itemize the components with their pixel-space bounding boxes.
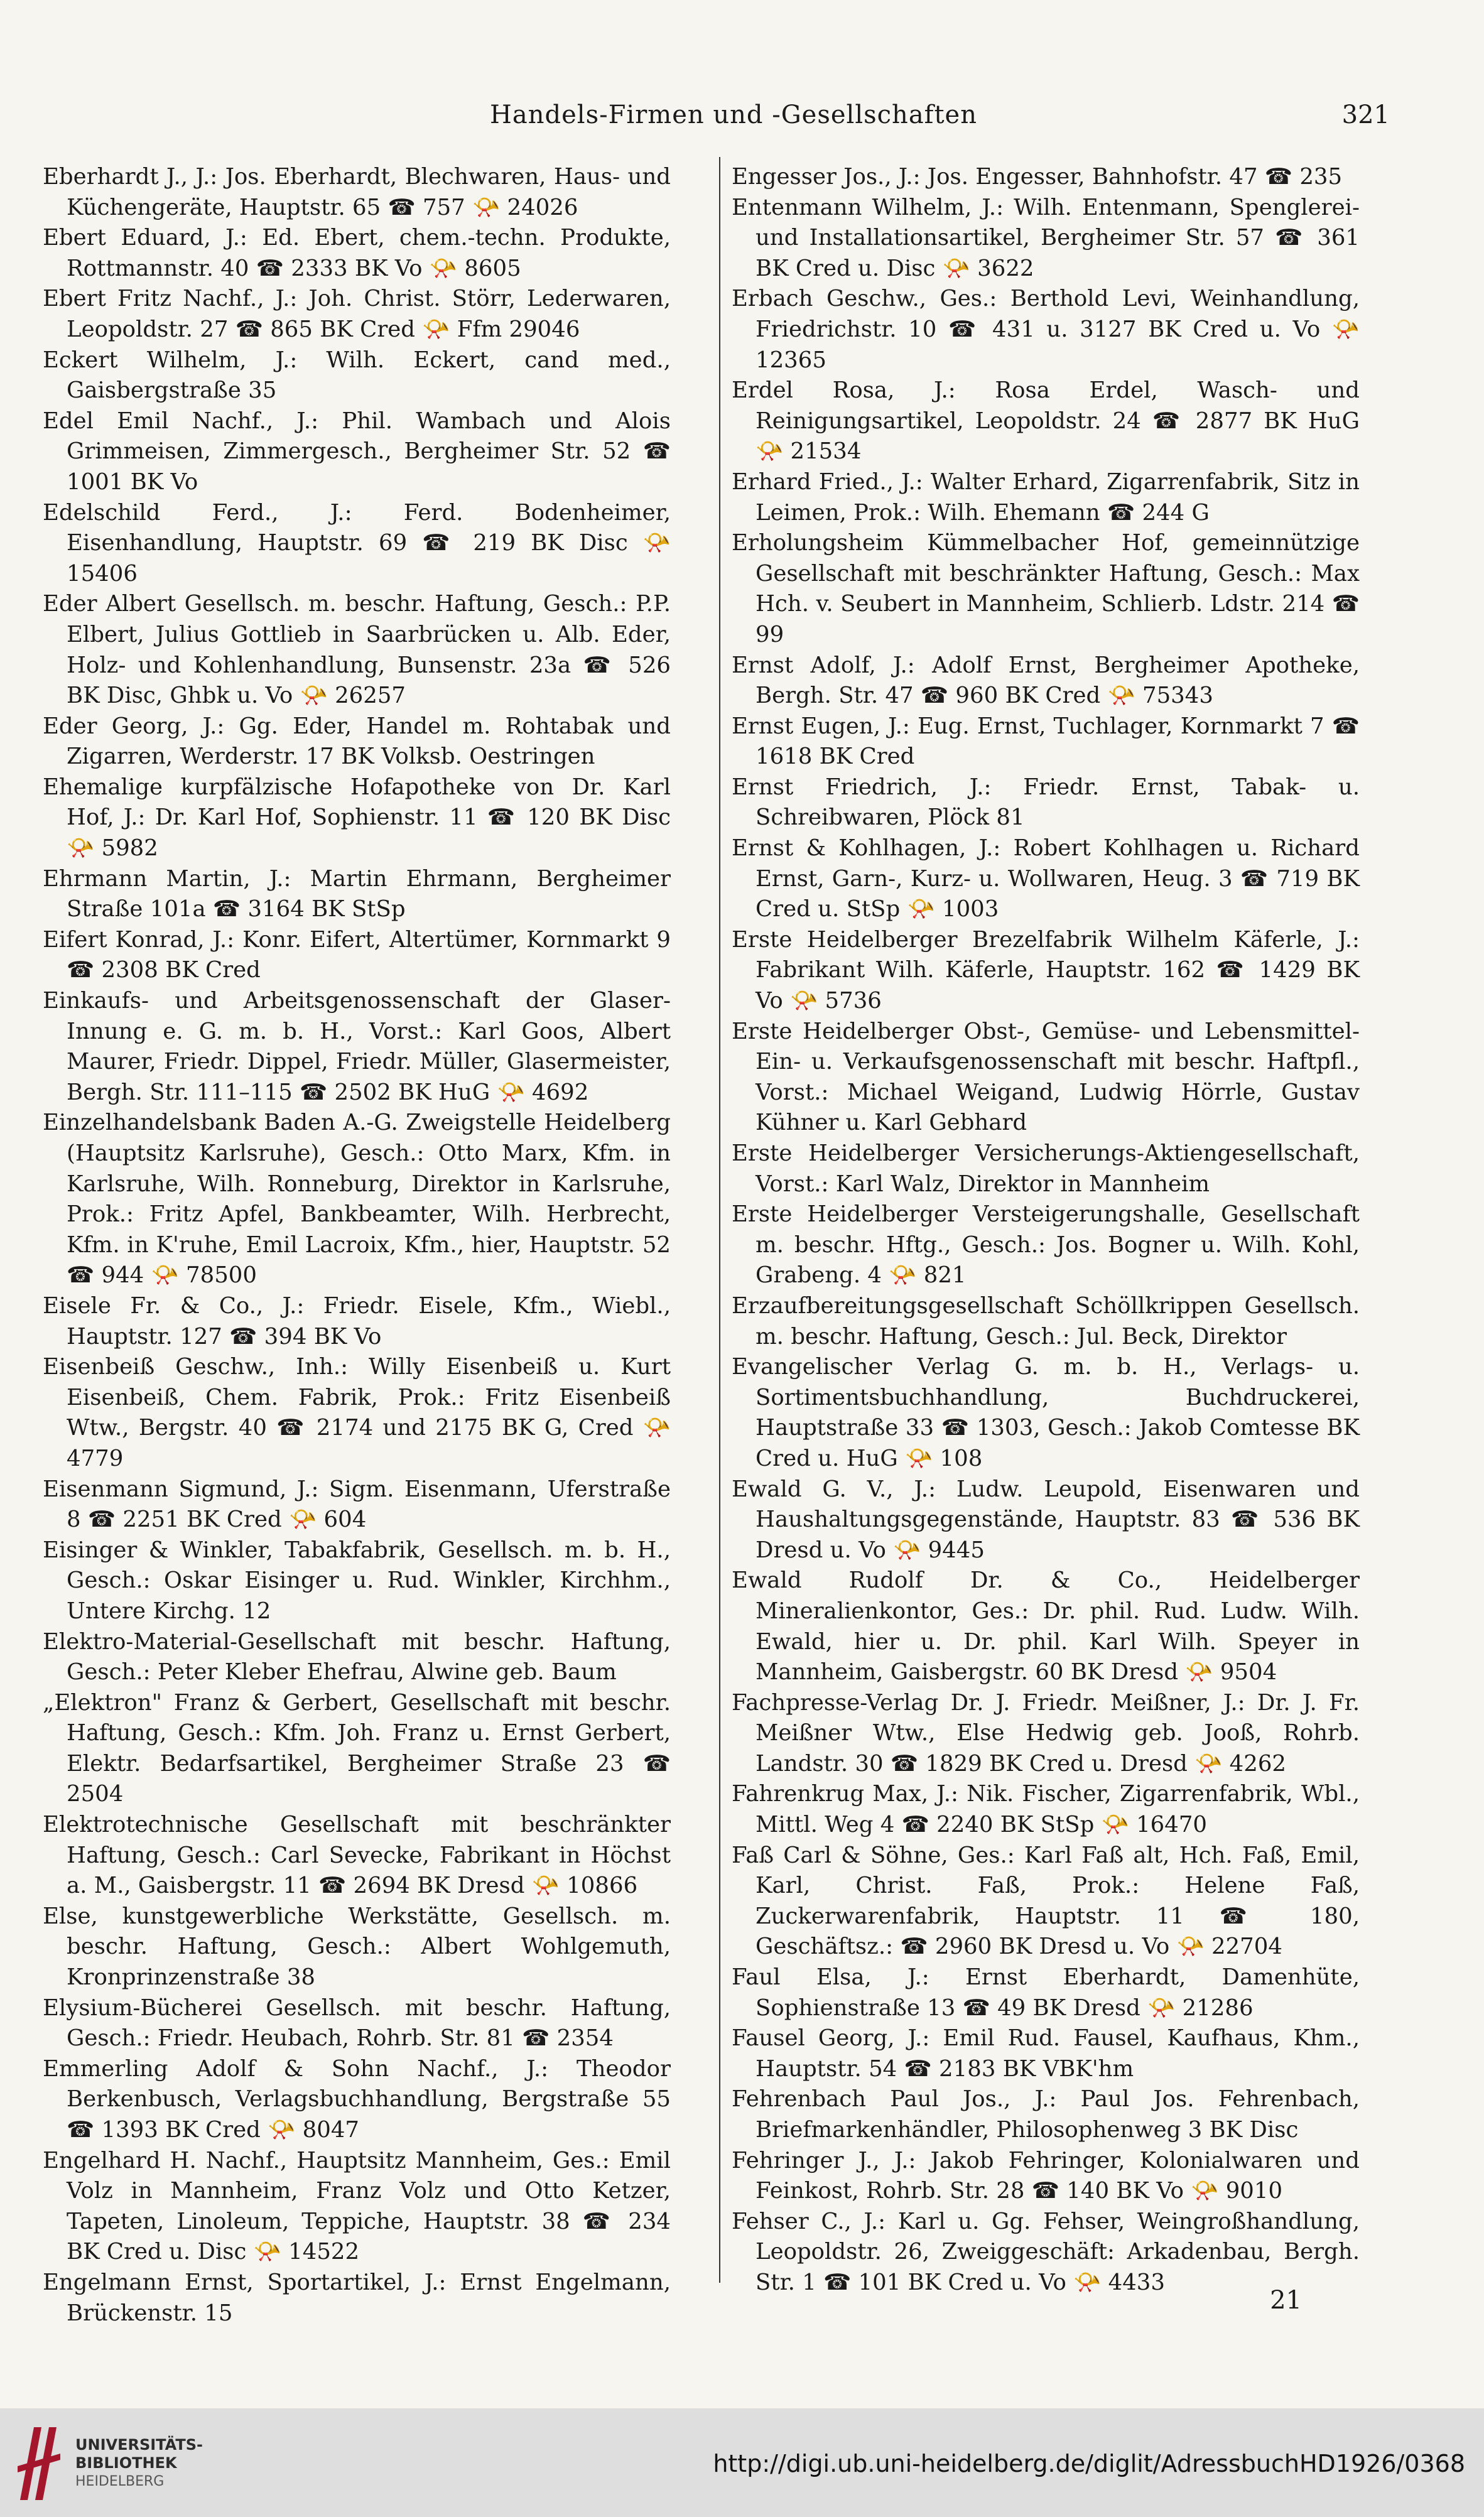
source-url-link[interactable]: http://digi.ub.uni-heidelberg.de/diglit/AdressbuchHD1926/0368 bbox=[713, 2450, 1465, 2477]
running-head: Handels-Firmen und -Gesellschaften bbox=[490, 100, 977, 129]
directory-entry: Edelschild Ferd., J.: Ferd. Bodenheimer, Eisenhandlung, Hauptstr. 69 ☎ 219 BK Disc 📯 15406 bbox=[43, 499, 671, 587]
directory-entry: Eisele Fr. & Co., J.: Friedr. Eisele, Kfm., Wiebl., Hauptstr. 127 ☎ 394 BK Vo bbox=[43, 1292, 671, 1350]
directory-entry: Engelmann Ernst, Sportartikel, J.: Ernst Engelmann, Brückenstr. 15 bbox=[43, 2269, 671, 2326]
directory-entry: Erhard Fried., J.: Walter Erhard, Zigarrenfabrik, Sitz in Leimen, Prok.: Wilh. Ehemann ☎ 244 G bbox=[732, 468, 1360, 526]
directory-entry: Emmerling Adolf & Sohn Nachf., J.: Theodor Berkenbusch, Verlagsbuchhandlung, Bergstraße 55 ☎ 1393 BK Cred 📯 8047 bbox=[43, 2055, 671, 2143]
directory-entry: „Elektron" Franz & Gerbert, Gesellschaft mit beschr. Haftung, Gesch.: Kfm. Joh. Franz u. Ernst Gerbert, Elektr. Bedarfsartikel, Bergheimer Straße 23 ☎ 2504 bbox=[43, 1689, 671, 1807]
directory-entry: Ernst Adolf, J.: Adolf Ernst, Bergheimer Apotheke, Bergh. Str. 47 ☎ 960 BK Cred 📯 75343 bbox=[732, 652, 1360, 709]
directory-entry: Fachpresse-Verlag Dr. J. Friedr. Meißner, J.: Dr. J. Fr. Meißner Wtw., Else Hedwig geb. Jooß, Rohrb. Landstr. 30 ☎ 1829 BK Cred u. Dresd 📯 4262 bbox=[732, 1689, 1360, 1777]
directory-entry: Ernst Eugen, J.: Eug. Ernst, Tuchlager, Kornmarkt 7 ☎ 1618 BK Cred bbox=[732, 713, 1360, 770]
logo-line-3: HEIDELBERG bbox=[75, 2474, 165, 2489]
directory-entry: Elektro-Material-Gesellschaft mit beschr. Haftung, Gesch.: Peter Kleber Ehefrau, Alwine geb. Baum bbox=[43, 1628, 671, 1686]
directory-entry: Erdel Rosa, J.: Rosa Erdel, Wasch- und Reinigungsartikel, Leopoldstr. 24 ☎ 2877 BK HuG 📯 21534 bbox=[732, 377, 1360, 465]
directory-entry: Faß Carl & Söhne, Ges.: Karl Faß alt, Hch. Faß, Emil, Karl, Christ. Faß, Prok.: Helene Faß, Zuckerwarenfabrik, Hauptstr. 11 ☎ 180, Geschäftsz.: ☎ 2960 BK Dresd u. Vo 📯 22704 bbox=[732, 1842, 1360, 1960]
directory-entry: Engesser Jos., J.: Jos. Engesser, Bahnhofstr. 47 ☎ 235 bbox=[732, 164, 1343, 190]
page-number: 321 bbox=[1341, 100, 1390, 129]
directory-entry: Erzaufbereitungsgesellschaft Schöllkrippen Gesellsch. m. beschr. Haftung, Gesch.: Jul. Beck, Direktor bbox=[732, 1292, 1360, 1350]
library-logo-text bbox=[75, 2436, 203, 2491]
directory-entry: Einzelhandelsbank Baden A.-G. Zweigstelle Heidelberg (Hauptsitz Karlsruhe), Gesch.: Otto Marx, Kfm. in Karlsruhe, Wilh. Ronneburg, Direktor in Karlsruhe, Prok.: Fritz Apfel, Bankbeamter, Wilh. Herbrecht, Kfm. in K'ruhe, Emil Lacroix, Kfm., hier, Hauptstr. 52 ☎ 944 📯 78500 bbox=[43, 1110, 671, 1289]
directory-entry: Edel Emil Nachf., J.: Phil. Wambach und Alois Grimmeisen, Zimmergesch., Bergheimer Str. 52 ☎ 1001 BK Vo bbox=[43, 408, 671, 495]
directory-entry: Ehemalige kurpfälzische Hofapotheke von Dr. Karl Hof, J.: Dr. Karl Hof, Sophienstr. 11 ☎ 120 BK Disc 📯 5982 bbox=[43, 774, 671, 862]
directory-entry: Eisinger & Winkler, Tabakfabrik, Gesellsch. m. b. H., Gesch.: Oskar Eisinger u. Rud. Winkler, Kirchhm., Untere Kirchg. 12 bbox=[43, 1537, 671, 1624]
directory-entry: Else, kunstgewerbliche Werkstätte, Gesellsch. m. beschr. Haftung, Gesch.: Albert Wohlgemuth, Kronprinzenstraße 38 bbox=[43, 1903, 671, 1991]
directory-entry: Evangelischer Verlag G. m. b. H., Verlags- u. Sortimentsbuchhandlung, Buchdruckerei, Hauptstraße 33 ☎ 1303, Gesch.: Jakob Comtesse BK Cred u. HuG 📯 108 bbox=[732, 1354, 1360, 1471]
directory-entry: Ernst Friedrich, J.: Friedr. Ernst, Tabak- u. Schreibwaren, Plöck 81 bbox=[732, 774, 1360, 831]
library-logo-icon bbox=[16, 2422, 62, 2504]
directory-entry: Eisenmann Sigmund, J.: Sigm. Eisenmann, Uferstraße 8 ☎ 2251 BK Cred 📯 604 bbox=[43, 1476, 671, 1533]
directory-entry: Erholungsheim Kümmelbacher Hof, gemeinnützige Gesellschaft mit beschränkter Haftung, Gesch.: Max Hch. v. Seubert in Mannheim, Schlierb. Ldstr. 214 ☎ 99 bbox=[732, 530, 1360, 647]
directory-entry: Ebert Fritz Nachf., J.: Joh. Christ. Störr, Lederwaren, Leopoldstr. 27 ☎ 865 BK Cred 📯 Ffm 29046 bbox=[43, 286, 671, 342]
directory-entry: Faul Elsa, J.: Ernst Eberhardt, Damenhüte, Sophienstraße 13 ☎ 49 BK Dresd 📯 21286 bbox=[732, 1964, 1360, 2021]
directory-entry: Fehser C., J.: Karl u. Gg. Fehser, Weingroßhandlung, Leopoldstr. 26, Zweiggeschäft: Arkadenbau, Bergh. Str. 1 ☎ 101 BK Cred u. Vo 📯 4433 bbox=[732, 2208, 1360, 2295]
logo-line-1: UNIVERSITÄTS- bbox=[75, 2436, 203, 2454]
directory-entry: Erste Heidelberger Versteigerungshalle, Gesellschaft m. beschr. Hftg., Gesch.: Jos. Bogner u. Wilh. Kohl, Grabeng. 4 📯 821 bbox=[732, 1201, 1360, 1289]
directory-entry: Fahrenkrug Max, J.: Nik. Fischer, Zigarrenfabrik, Wbl., Mittl. Weg 4 ☎ 2240 BK StSp 📯 16470 bbox=[732, 1781, 1360, 1838]
logo-line-2: BIBLIOTHEK bbox=[75, 2454, 177, 2472]
directory-entry: Ewald G. V., J.: Ludw. Leupold, Eisenwaren und Haushaltungsgegenstände, Hauptstr. 83 ☎ 536 BK Dresd u. Vo 📯 9445 bbox=[732, 1476, 1360, 1563]
column-divider bbox=[719, 157, 720, 2283]
directory-entry: Eberhardt J., J.: Jos. Eberhardt, Blechwaren, Haus- und Küchengeräte, Hauptstr. 65 ☎ 757 📯 24026 bbox=[43, 164, 671, 220]
directory-entry: Elysium-Bücherei Gesellsch. mit beschr. Haftung, Gesch.: Friedr. Heubach, Rohrb. Str. 81 ☎ 2354 bbox=[43, 1995, 671, 2052]
directory-entry: Eifert Konrad, J.: Konr. Eifert, Altertümer, Kornmarkt 9 ☎ 2308 BK Cred bbox=[43, 926, 671, 983]
directory-entry: Eder Georg, J.: Gg. Eder, Handel m. Rohtabak und Zigarren, Werderstr. 17 BK Volksb. Oestringen bbox=[43, 713, 671, 770]
directory-entry: Fehrenbach Paul Jos., J.: Paul Jos. Fehrenbach, Briefmarkenhändler, Philosophenweg 3 BK Disc bbox=[732, 2086, 1360, 2143]
directory-entry: Ernst & Kohlhagen, J.: Robert Kohlhagen u. Richard Ernst, Garn-, Kurz- u. Wollwaren, Heug. 3 ☎ 719 BK Cred u. StSp 📯 1003 bbox=[732, 835, 1360, 923]
directory-entry: Erste Heidelberger Versicherungs-Aktiengesellschaft, Vorst.: Karl Walz, Direktor in Mannheim bbox=[732, 1140, 1360, 1197]
signature-mark: 21 bbox=[1270, 2286, 1302, 2315]
directory-entry: Erbach Geschw., Ges.: Berthold Levi, Weinhandlung, Friedrichstr. 10 ☎ 431 u. 3127 BK Cred u. Vo 📯 12365 bbox=[732, 286, 1360, 373]
directory-entry: Fehringer J., J.: Jakob Fehringer, Kolonialwaren und Feinkost, Rohrb. Str. 28 ☎ 140 BK Vo 📯 9010 bbox=[732, 2147, 1360, 2204]
directory-entry: Erste Heidelberger Brezelfabrik Wilhelm Käferle, J.: Fabrikant Wilh. Käferle, Hauptstr. 162 ☎ 1429 BK Vo 📯 5736 bbox=[732, 926, 1360, 1014]
directory-entry: Ehrmann Martin, J.: Martin Ehrmann, Bergheimer Straße 101a ☎ 3164 BK StSp bbox=[43, 865, 671, 923]
directory-entry: Entenmann Wilhelm, J.: Wilh. Entenmann, Spenglerei- und Installationsartikel, Bergheimer Str. 57 ☎ 361 BK Cred u. Disc 📯 3622 bbox=[732, 194, 1360, 281]
directory-entry: Eisenbeiß Geschw., Inh.: Willy Eisenbeiß u. Kurt Eisenbeiß, Chem. Fabrik, Prok.: Fritz Eisenbeiß Wtw., Bergstr. 40 ☎ 2174 und 2175 BK G, Cred 📯 4779 bbox=[43, 1354, 671, 1471]
footer-bar bbox=[0, 2408, 1484, 2517]
directory-entry: Ewald Rudolf Dr. & Co., Heidelberger Mineralienkontor, Ges.: Dr. phil. Rud. Ludw. Wilh. Ewald, hier u. Dr. phil. Karl Wilh. Speyer in Mannheim, Gaisbergstr. 60 BK Dresd 📯 9504 bbox=[732, 1567, 1360, 1686]
left-column bbox=[43, 162, 671, 2329]
right-column bbox=[732, 162, 1360, 2298]
directory-entry: Elektrotechnische Gesellschaft mit beschränkter Haftung, Gesch.: Carl Sevecke, Fabrikant in Höchst a. M., Gaisbergstr. 11 ☎ 2694 BK Dresd 📯 10866 bbox=[43, 1812, 671, 1899]
directory-entry: Fausel Georg, J.: Emil Rud. Fausel, Kaufhaus, Khm., Hauptstr. 54 ☎ 2183 BK VBK'hm bbox=[732, 2025, 1360, 2082]
directory-entry: Eder Albert Gesellsch. m. beschr. Haftung, Gesch.: P.P. Elbert, Julius Gottlieb in Saarbrücken u. Alb. Eder, Holz- und Kohlenhandlung, Bunsenstr. 23a ☎ 526 BK Disc, Ghbk u. Vo 📯 26257 bbox=[43, 591, 671, 709]
directory-entry: Eckert Wilhelm, J.: Wilh. Eckert, cand med., Gaisbergstraße 35 bbox=[43, 347, 671, 404]
directory-entry: Ebert Eduard, J.: Ed. Ebert, chem.-techn. Produkte, Rottmannstr. 40 ☎ 2333 BK Vo 📯 8605 bbox=[43, 225, 671, 281]
directory-entry: Einkaufs- und Arbeitsgenossenschaft der Glaser-Innung e. G. m. b. H., Vorst.: Karl Goos, Albert Maurer, Friedr. Dippel, Friedr. Müller, Glasermeister, Bergh. Str. 111–115 ☎ 2502 BK HuG 📯 4692 bbox=[43, 988, 671, 1105]
directory-entry: Erste Heidelberger Obst-, Gemüse- und Lebensmittel-Ein- u. Verkaufsgenossenschaft mit beschr. Haftpfl., Vorst.: Michael Weigand, Ludwig Hörrle, Gustav Kühner u. Karl Gebhard bbox=[732, 1018, 1360, 1136]
directory-entry: Engelhard H. Nachf., Hauptsitz Mannheim, Ges.: Emil Volz in Mannheim, Franz Volz und Otto Ketzer, Tapeten, Linoleum, Teppiche, Hauptstr. 38 ☎ 234 BK Cred u. Disc 📯 14522 bbox=[43, 2147, 671, 2265]
